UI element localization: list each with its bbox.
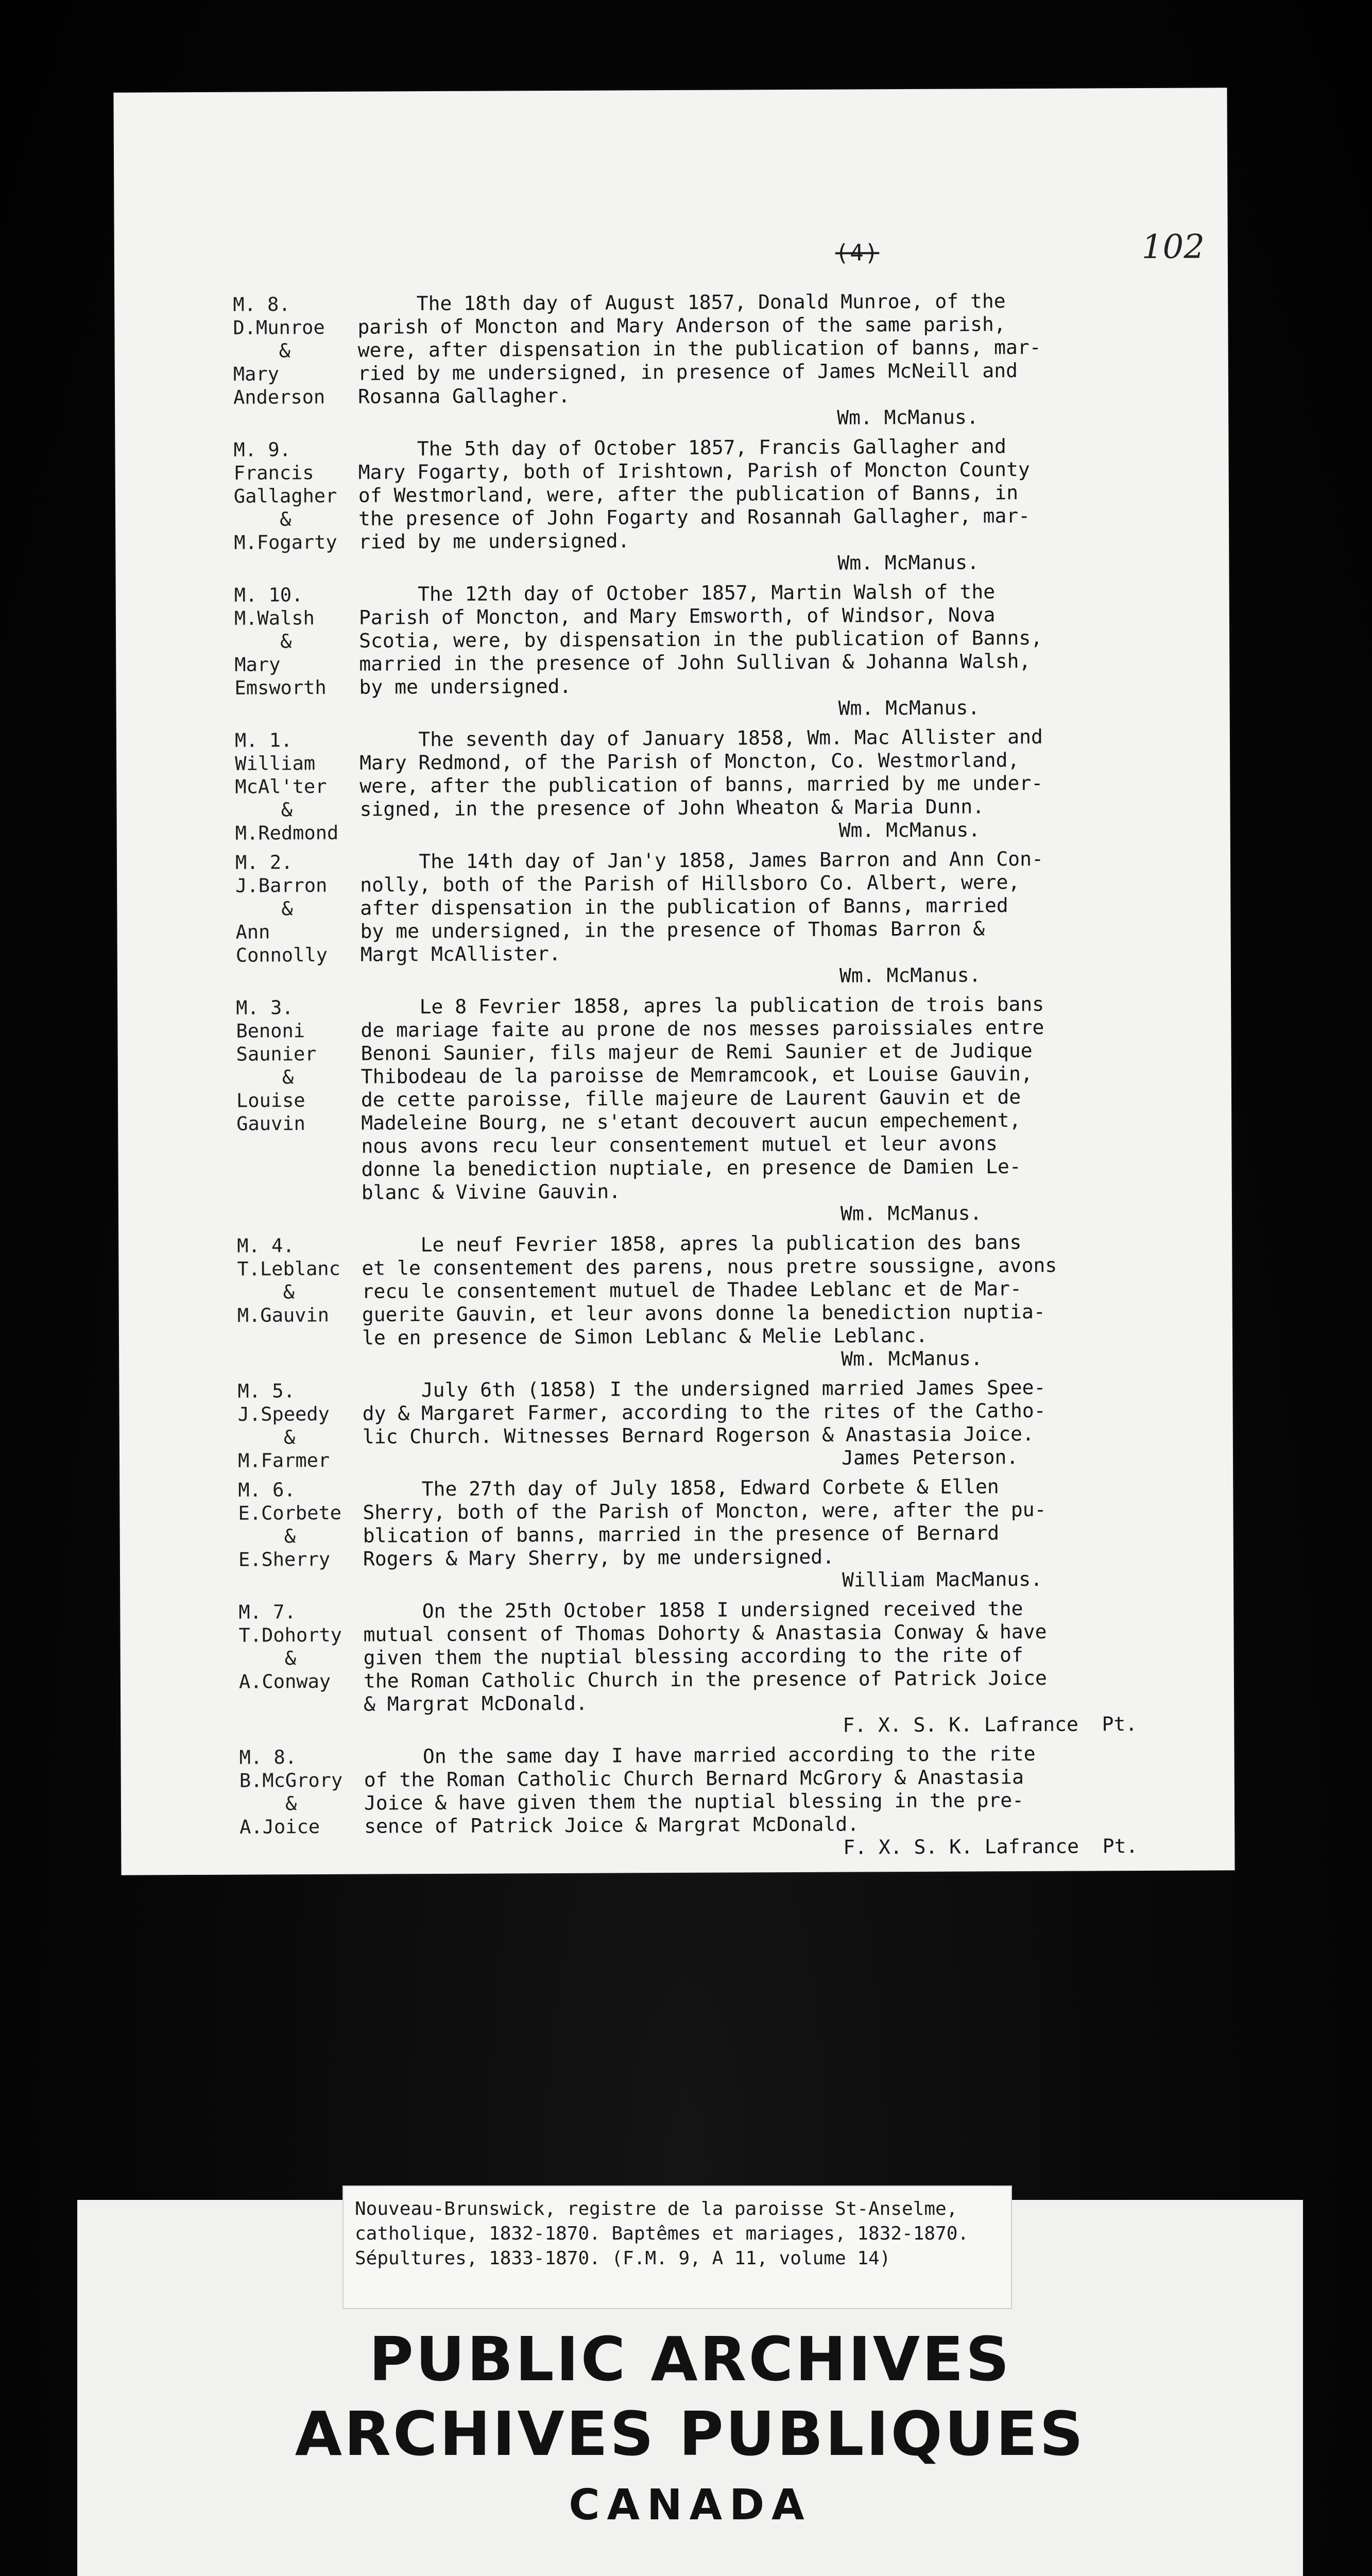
officiant-signature: Wm. McManus. xyxy=(838,696,980,720)
margin-line: M. 8. xyxy=(239,1746,297,1769)
margin-line: & xyxy=(236,1066,294,1089)
margin-line: M. 5. xyxy=(237,1380,295,1402)
record-line: Mary Redmond, of the Parish of Moncton, Co. Westmorland, xyxy=(359,749,1020,774)
record-line: nolly, both of the Parish of Hillsboro Co. Albert, were, xyxy=(360,871,1020,896)
margin-line: M. 10. xyxy=(234,584,303,606)
sticker-line: catholique, 1832-1870. Baptêmes et mariages, 1832-1870. xyxy=(355,2223,969,2244)
margin-line: Francis xyxy=(233,462,314,484)
sticker-line: Nouveau-Brunswick, registre de la paroisse St-Anselme, xyxy=(355,2198,958,2219)
record-margin-note xyxy=(237,1234,356,1374)
margin-line: M.Gauvin xyxy=(237,1303,330,1327)
record-text xyxy=(355,1230,1216,1372)
record-line: recu le consentement mutuel de Thadee Leblanc et de Mar- xyxy=(362,1277,1022,1303)
sticker-line: Sépultures, 1833-1870. (F.M. 9, A 11, volume 14) xyxy=(355,2248,891,2269)
margin-line: E.Corbete xyxy=(238,1501,342,1524)
margin-line: Anderson xyxy=(233,385,325,409)
margin-line: M. 8. xyxy=(233,293,290,316)
record-line: mutual consent of Thomas Dohorty & Anastasia Conway & have xyxy=(363,1620,1047,1646)
margin-line: E.Sherry xyxy=(238,1548,331,1571)
record-line: donne la benediction nuptiale, en presence de Damien Le- xyxy=(361,1155,1021,1181)
record-margin-note xyxy=(233,293,352,432)
officiant-signature: Wm. McManus. xyxy=(837,551,980,574)
margin-line: M. 1. xyxy=(234,729,293,752)
record-line: the Roman Catholic Church in the presence of Patrick Joice xyxy=(363,1666,1047,1692)
record-line: Madeleine Bourg, ne s'etant decouvert aucun empechement, xyxy=(361,1109,1021,1134)
record-line: ried by me undersigned. xyxy=(358,529,630,553)
marriage-record xyxy=(237,1230,1216,1373)
record-line: Margt McAllister. xyxy=(360,942,561,966)
margin-line: & xyxy=(235,897,293,920)
handwritten-page-number: 102 xyxy=(1141,228,1205,267)
margin-line: Benoni xyxy=(236,1020,305,1042)
archive-country: CANADA xyxy=(569,2481,812,2530)
record-line: were, after dispensation in the publication of banns, mar- xyxy=(357,335,1041,362)
page-number-area xyxy=(835,228,1350,270)
record-line: blication of banns, married in the presence of Bernard xyxy=(363,1521,1000,1547)
struck-page-number: (4) xyxy=(835,240,880,266)
marriage-record xyxy=(234,579,1213,722)
margin-line: M. 7. xyxy=(238,1601,296,1623)
officiant-signature: James Peterson. xyxy=(841,1446,1019,1469)
record-line: ried by me undersigned, in presence of James McNeill and xyxy=(357,359,1018,385)
record-text xyxy=(353,579,1213,722)
record-text xyxy=(353,724,1214,844)
margin-line: M.Fogarty xyxy=(234,531,337,554)
record-margin-note xyxy=(235,851,354,990)
marriage-record xyxy=(236,992,1215,1228)
record-text xyxy=(351,289,1212,431)
record-line: Joice & have given them the nuptial blessing in the pre- xyxy=(364,1789,1024,1815)
margin-line: A.Joice xyxy=(239,1816,320,1838)
record-margin-note xyxy=(238,1478,357,1595)
margin-line: McAl'ter xyxy=(235,775,327,798)
record-line: lic Church. Witnesses Bernard Rogerson & Anastasia Joice. xyxy=(362,1422,1034,1448)
record-line: parish of Moncton and Mary Anderson of the same parish, xyxy=(357,313,1006,338)
record-line: married in the presence of John Sullivan & Johanna Walsh, xyxy=(359,649,1031,675)
margin-line: Mary xyxy=(234,653,281,676)
record-line: by me undersigned. xyxy=(359,674,572,699)
record-line: The 5th day of October 1857, Francis Gallagher and xyxy=(358,435,1006,461)
record-margin-note xyxy=(237,1379,356,1472)
margin-line: & xyxy=(233,340,291,362)
record-margin-note xyxy=(234,583,353,723)
record-line: de mariage faite au prone de nos messes paroissiales entre xyxy=(361,1015,1044,1042)
record-line: Le neuf Fevrier 1858, apres la publication des bans xyxy=(362,1231,1022,1257)
record-line: given them the nuptial blessing according to the rite of xyxy=(363,1643,1023,1669)
record-line: Scotia, were, by dispensation in the publication of Banns, xyxy=(359,626,1043,652)
record-line: blanc & Vivine Gauvin. xyxy=(361,1180,621,1204)
record-line: On the 25th October 1858 I undersigned received the xyxy=(363,1597,1023,1623)
record-line: The 12th day of October 1857, Martin Walsh of the xyxy=(358,580,996,606)
record-line: The 27th day of July 1858, Edward Corbete & Ellen xyxy=(363,1475,999,1501)
officiant-signature: F. X. S. K. Lafrance Pt. xyxy=(843,1835,1138,1859)
officiant-signature: Wm. McManus. xyxy=(840,1201,982,1225)
margin-line: J.Barron xyxy=(235,874,328,897)
officiant-signature: Wm. McManus. xyxy=(837,405,979,429)
margin-line: Ann xyxy=(235,921,270,943)
margin-line: M. 2. xyxy=(235,851,293,874)
record-margin-note xyxy=(236,996,355,1228)
record-text xyxy=(354,846,1214,989)
record-line: On the same day I have married according to the rite xyxy=(364,1742,1036,1768)
record-line: guerite Gauvin, et leur avons donne la benediction nuptia- xyxy=(362,1300,1045,1326)
marriage-record xyxy=(237,1375,1216,1472)
record-line: Rogers & Mary Sherry, by me undersigned. xyxy=(363,1545,835,1570)
record-line: The 18th day of August 1857, Donald Munroe, of the xyxy=(357,290,1006,315)
margin-line: & xyxy=(237,1281,295,1303)
record-margin-note xyxy=(238,1600,357,1740)
margin-line: Gauvin xyxy=(236,1112,305,1135)
record-text xyxy=(357,1596,1217,1739)
margin-line: M. 6. xyxy=(238,1479,296,1501)
record-line: July 6th (1858) I the undersigned married James Spee- xyxy=(362,1376,1046,1402)
record-line: dy & Margaret Farmer, according to the rites of the Catho- xyxy=(362,1399,1046,1425)
marriage-record xyxy=(239,1741,1218,1861)
officiant-signature: Wm. McManus. xyxy=(841,1347,983,1370)
record-text xyxy=(354,992,1215,1227)
margin-line: T.Dohorty xyxy=(238,1623,342,1647)
marriage-record xyxy=(238,1474,1217,1594)
margin-line: M.Walsh xyxy=(234,607,315,630)
marriage-record xyxy=(238,1596,1217,1739)
record-line: Mary Fogarty, both of Irishtown, Parish of Moncton County xyxy=(358,457,1030,484)
officiant-signature: Wm. McManus. xyxy=(838,818,981,842)
margin-line: M. 9. xyxy=(233,438,291,461)
marriage-record xyxy=(233,289,1212,432)
marriage-record xyxy=(235,724,1214,844)
record-line: sence of Patrick Joice & Margrat McDonald. xyxy=(364,1812,860,1838)
margin-line: Mary xyxy=(233,363,280,385)
record-margin-note xyxy=(239,1745,358,1862)
margin-line: & xyxy=(234,630,292,653)
record-line: of the Roman Catholic Church Bernard McGrory & Anastasia xyxy=(364,1766,1024,1791)
record-margin-note xyxy=(235,728,354,845)
margin-line: B.McGrory xyxy=(239,1769,343,1792)
record-line: signed, in the presence of John Wheaton & Maria Dunn. xyxy=(359,795,985,821)
margin-line: D.Munroe xyxy=(233,316,325,339)
marriage-record xyxy=(233,434,1212,577)
archive-title-english: PUBLIC ARCHIVES xyxy=(369,2324,1011,2395)
record-text xyxy=(357,1741,1218,1861)
marriage-record xyxy=(235,846,1214,990)
margin-line: Louise xyxy=(236,1089,305,1112)
margin-line: M.Farmer xyxy=(237,1449,330,1472)
margin-line: Connolly xyxy=(235,943,328,967)
record-line: of Westmorland, were, after the publication of Banns, in xyxy=(358,481,1019,507)
record-line: et le consentement des parens, nous pretre soussigne, avons xyxy=(362,1253,1057,1280)
record-line: Benoni Saunier, fils majeur de Remi Saunier et de Judique xyxy=(361,1039,1033,1065)
margin-line: & xyxy=(238,1647,297,1670)
margin-line: J.Speedy xyxy=(237,1402,330,1426)
record-line: Sherry, both of the Parish of Moncton, were, after the pu- xyxy=(363,1498,1047,1524)
margin-line: & xyxy=(239,1792,297,1815)
archive-label-card xyxy=(77,2200,1303,2576)
margin-line: A.Conway xyxy=(238,1670,331,1693)
marriage-records xyxy=(233,289,1218,1868)
archive-title-french: ARCHIVES PUBLIQUES xyxy=(295,2398,1086,2469)
record-line: The seventh day of January 1858, Wm. Mac Allister and xyxy=(359,725,1043,751)
record-line: Parish of Moncton, and Mary Emsworth, of Windsor, Nova xyxy=(358,603,996,629)
record-line: Rosanna Gallagher. xyxy=(357,384,570,408)
margin-line: T.Leblanc xyxy=(237,1257,341,1280)
register-page xyxy=(113,88,1234,1875)
record-line: the presence of John Fogarty and Rosannah Gallagher, mar- xyxy=(358,504,1031,530)
margin-line: William xyxy=(235,752,316,775)
record-line: de cette paroisse, fille majeure de Laurent Gauvin et de xyxy=(361,1086,1021,1111)
record-line: by me undersigned, in the presence of Thomas Barron & xyxy=(360,917,985,943)
register-description-sticker xyxy=(342,2185,1012,2309)
officiant-signature: Wm. McManus. xyxy=(839,963,981,987)
record-line: nous avons recu leur consentement mutuel et leur avons xyxy=(361,1132,998,1158)
margin-line: M. 3. xyxy=(236,996,294,1019)
margin-line: Gallagher xyxy=(233,484,337,507)
record-line: Thibodeau de la paroisse de Memramcook, et Louise Gauvin, xyxy=(361,1062,1033,1088)
record-line: & Margrat McDonald. xyxy=(364,1691,588,1716)
record-text xyxy=(356,1375,1216,1471)
officiant-signature: William MacManus. xyxy=(842,1567,1043,1591)
record-line: Le 8 Fevrier 1858, apres la publication de trois bans xyxy=(361,992,1044,1019)
margin-line: & xyxy=(237,1426,296,1449)
record-line: le en presence de Simon Leblanc & Melie Leblanc. xyxy=(362,1324,928,1349)
record-text xyxy=(356,1474,1217,1594)
record-line: were, after the publication of banns, married by me under- xyxy=(359,771,1043,798)
officiant-signature: F. X. S. K. Lafrance Pt. xyxy=(843,1713,1138,1737)
record-line: The 14th day of Jan'y 1858, James Barron and Ann Con- xyxy=(359,847,1043,873)
margin-line: Emsworth xyxy=(234,676,327,699)
margin-line: & xyxy=(233,508,291,531)
margin-line: & xyxy=(238,1525,296,1548)
record-line: after dispensation in the publication of Banns, married xyxy=(360,894,1008,920)
margin-line: & xyxy=(235,799,293,821)
record-text xyxy=(352,434,1212,577)
record-margin-note xyxy=(233,438,352,578)
margin-line: M.Redmond xyxy=(235,821,339,844)
margin-line: Saunier xyxy=(236,1043,317,1065)
margin-line: M. 4. xyxy=(237,1234,295,1257)
